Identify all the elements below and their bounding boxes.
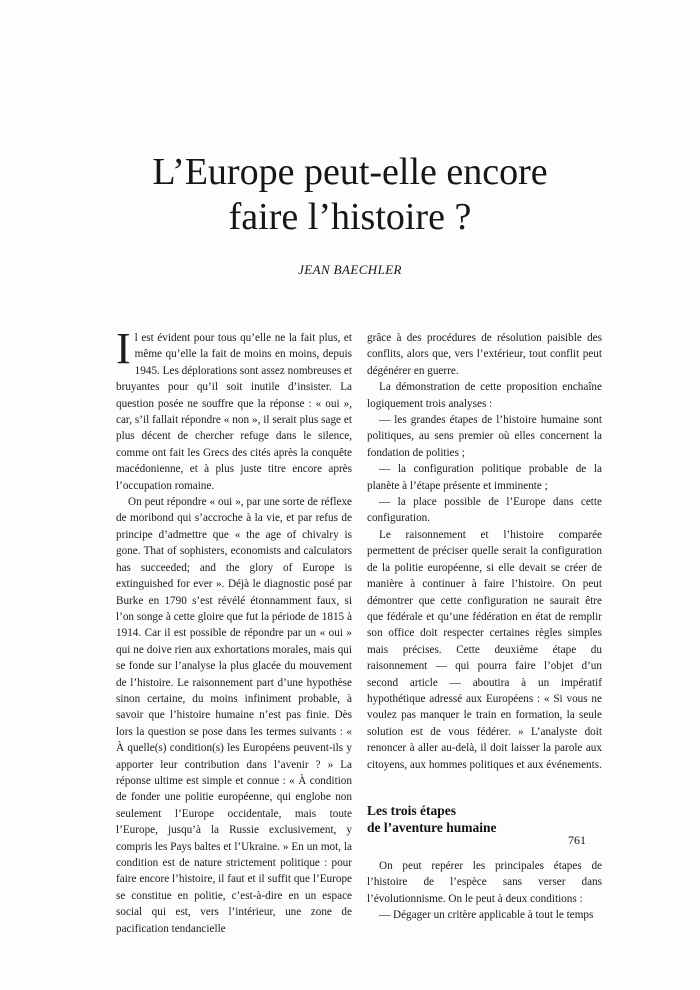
- author-name: JEAN BAECHLER: [298, 262, 402, 277]
- article-title: [60, 150, 640, 240]
- section-heading-line-2: de l’aventure humaine: [367, 819, 497, 835]
- drop-cap: I: [116, 324, 131, 373]
- paragraph: — la place possible de l’Europe dans cette configuration.: [367, 496, 602, 525]
- section-heading: [367, 802, 602, 836]
- paragraph: — Dégager un critère applicable à tout le temps: [379, 909, 594, 922]
- page-number: 761: [568, 833, 586, 847]
- paragraph: [116, 324, 352, 494]
- paragraph-text: l est évident pour tous qu’elle ne la fait plus, et même qu’elle la fait de moins en moins, depuis 1945. Les déplorations sont assez nombreuses et bruyantes pour qu’il soit inutile d’insister. La question posée ne souffre que la réponse : « oui », car, s’il fallait répondre « non », il serait plus sage et plus décent de chercher refuge dans le silence, comme ont fait les Grecs des cités après la conquête macédonienne, et à plus juste titre encore après l’occupation romaine.: [116, 332, 352, 492]
- right-column: [367, 330, 602, 924]
- paragraph: La démonstration de cette proposition enchaîne logiquement trois analyses :: [367, 381, 602, 410]
- paragraph: — les grandes étapes de l’histoire humaine sont politiques, au sens premier où elles concernent la fondation de polities ;: [367, 414, 602, 459]
- paragraph: grâce à des procédures de résolution paisible des conflits, alors que, vers l’extérieur, tout conflit peut dégénérer en guerre.: [367, 332, 602, 377]
- paragraph: On peut répondre « oui », par une sorte de réflexe de moribond qui s’accroche à la vie, et par refus de principe d’admettre que « the age of chivalry is gone. That of sophisters, economists and calculators has succeeded; and the glory of Europe is extinguished for ever ». Déjà le diagnostic posé par Burke en 1790 s’est révélé étonnamment faux, si l’on songe à cette gloire que fut la période de 1815 à 1914. Car il est possible de répondre par un « oui » qui ne doive rien aux exhortations morales, mais qui se fonde sur l’analyse la plus glacée du mouvement de l’histoire. Le raisonnement part d’une hypothèse sinon certaine, du moins infiniment probable, à savoir que l’histoire humaine n’est pas finie. Dès lors la question se pose dans les termes suivants : « À quelle(s) condition(s) les Européens peuvent-ils y apporter leur contribution dans l’avenir ? » La réponse ultime est simple et connue : « À condition de fonder une politie européenne, qui englobe non seulement l’Europe occidentale, mais toute l’Europe, jusqu’à la Russie exclusivement, y compris les Pays baltes et l’Ukraine. » En un mot, la condition est de nature strictement politique : pour faire encore l’histoire, il faut et il suffit que l’Europe se constitue en politie, c’est-à-dire en un espace social qui est, vers l’intérieur, une zone de pacification tendancielle: [116, 496, 352, 935]
- title-line-1: L’Europe peut-elle encore: [152, 151, 548, 193]
- paragraph: — la configuration politique probable de la planète à l’étape présente et imminente ;: [367, 463, 602, 492]
- paragraph: Le raisonnement et l’histoire comparée permettent de préciser quelle serait la configuration de la politie européenne, si elle devait se créer de manière à continuer à faire l’histoire. On peut démontrer que cette configuration ne saurait être que fédérale et qu’une fédération en état de remplir son office doit respecter certaines règles simples mais précises. Cette deuxième étape du raisonnement — qui pourra faire l’objet d’un second article — aboutira à un impératif hypothétique adressé aux Européens : « Si vous ne voulez pas manquer le train en formation, la seule solution est de vous fédérer. » L’analyste doit renoncer à aller au-delà, il doit laisser la parole aux citoyens, aux hommes politiques et aux événements.: [367, 528, 602, 771]
- section-heading-line-1: Les trois étapes: [367, 802, 456, 818]
- title-line-2: faire l’histoire ?: [228, 196, 472, 238]
- left-column: [116, 324, 352, 937]
- paragraph: On peut repérer les principales étapes de l’histoire de l’espèce sans verser dans l’évolutionnisme. On le peut à deux conditions :: [367, 859, 602, 905]
